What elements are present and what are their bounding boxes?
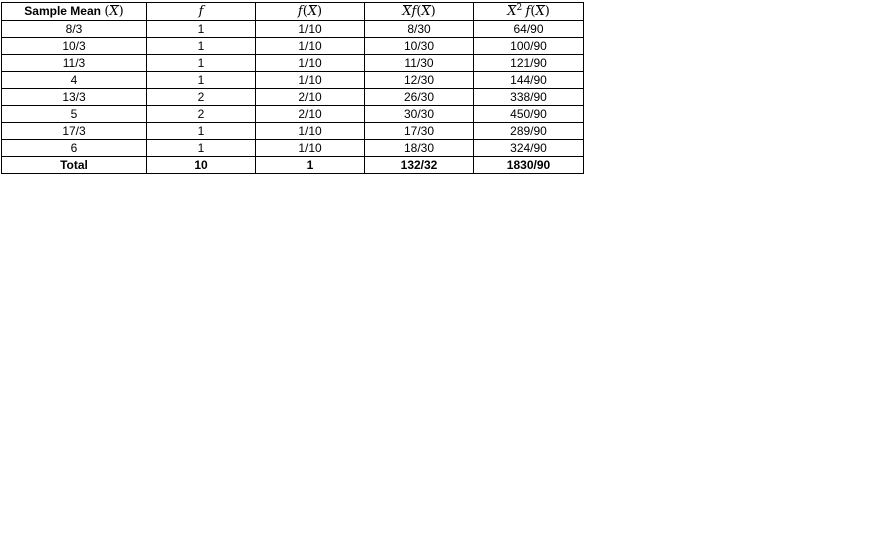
paren-open: ( (104, 4, 110, 19)
power-superscript: 2 (516, 3, 523, 13)
cell-xbar-prob: 17/30 (365, 123, 474, 140)
f-symbol: f (525, 4, 531, 19)
header-sample-mean (2, 3, 147, 21)
xbar-symbol: X (507, 4, 517, 19)
cell-probability: 1/10 (256, 140, 365, 157)
xbar-symbol: X (109, 4, 119, 19)
cell-sample-mean: 6 (2, 140, 147, 157)
cell-probability: 1/10 (256, 55, 365, 72)
cell-sample-mean: 5 (2, 106, 147, 123)
cell-frequency: 1 (147, 38, 256, 55)
cell-xbar-prob: 30/30 (365, 106, 474, 123)
cell-xbar-prob: 26/30 (365, 89, 474, 106)
xbar-symbol: X (535, 4, 545, 19)
cell-xbar-prob: 8/30 (365, 21, 474, 38)
f-symbol: f (411, 4, 417, 19)
paren-close: ) (430, 4, 436, 19)
total-xbar-prob: 132/32 (365, 157, 474, 174)
table-row (2, 89, 584, 106)
header-xbar-times-prob (365, 3, 474, 21)
paren-open: ( (416, 4, 422, 19)
table-row (2, 106, 584, 123)
cell-xbar2-prob: 100/90 (474, 38, 584, 55)
header-row (2, 3, 584, 21)
cell-sample-mean: 13/3 (2, 89, 147, 106)
xbar-symbol: X (421, 4, 431, 19)
xbar-symbol: X (307, 4, 318, 19)
f-symbol: f (297, 4, 303, 19)
cell-probability: 2/10 (256, 106, 365, 123)
cell-xbar-prob: 10/30 (365, 38, 474, 55)
cell-xbar2-prob: 338/90 (474, 89, 584, 106)
cell-probability: 1/10 (256, 72, 365, 89)
cell-probability: 1/10 (256, 38, 365, 55)
cell-probability: 1/10 (256, 21, 365, 38)
cell-probability: 1/10 (256, 123, 365, 140)
cell-sample-mean: 4 (2, 72, 147, 89)
total-row (2, 157, 584, 174)
cell-xbar2-prob: 450/90 (474, 106, 584, 123)
total-label: Total (2, 157, 147, 174)
cell-xbar2-prob: 121/90 (474, 55, 584, 72)
cell-xbar2-prob: 64/90 (474, 21, 584, 38)
table-row (2, 140, 584, 157)
f-symbol: f (198, 4, 204, 19)
paren-open: ( (302, 4, 308, 19)
cell-xbar2-prob: 324/90 (474, 140, 584, 157)
header-probability (256, 3, 365, 21)
cell-sample-mean: 8/3 (2, 21, 147, 38)
xbar-symbol: X (402, 4, 412, 19)
paren-close: ) (317, 4, 323, 19)
total-xbar2-prob: 1830/90 (474, 157, 584, 174)
table-row (2, 21, 584, 38)
cell-frequency: 1 (147, 55, 256, 72)
cell-frequency: 1 (147, 21, 256, 38)
header-xbar-squared-times-prob (474, 3, 584, 21)
cell-sample-mean: 17/3 (2, 123, 147, 140)
cell-frequency: 2 (147, 106, 256, 123)
cell-frequency: 1 (147, 140, 256, 157)
cell-xbar-prob: 12/30 (365, 72, 474, 89)
cell-xbar2-prob: 144/90 (474, 72, 584, 89)
paren-close: ) (544, 4, 550, 19)
table-row (2, 38, 584, 55)
header-frequency (147, 3, 256, 21)
paren-close: ) (118, 4, 124, 19)
cell-frequency: 2 (147, 89, 256, 106)
paren-open: ( (530, 4, 536, 19)
table-row (2, 72, 584, 89)
cell-probability: 2/10 (256, 89, 365, 106)
cell-xbar-prob: 11/30 (365, 55, 474, 72)
cell-sample-mean: 10/3 (2, 38, 147, 55)
cell-frequency: 1 (147, 123, 256, 140)
total-frequency: 10 (147, 157, 256, 174)
cell-sample-mean: 11/3 (2, 55, 147, 72)
frequency-distribution-table (1, 2, 584, 174)
table-row (2, 123, 584, 140)
total-probability: 1 (256, 157, 365, 174)
table-row (2, 55, 584, 72)
cell-xbar-prob: 18/30 (365, 140, 474, 157)
cell-xbar2-prob: 289/90 (474, 123, 584, 140)
cell-frequency: 1 (147, 72, 256, 89)
header-sample-mean-label: Sample Mean (24, 4, 101, 18)
